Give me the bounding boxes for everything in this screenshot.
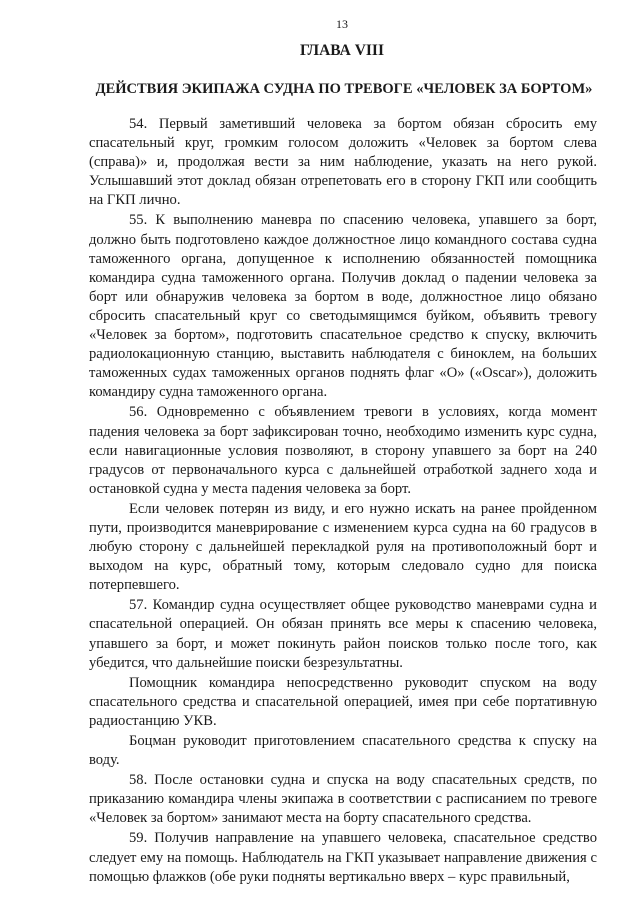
section-title: ДЕЙСТВИЯ ЭКИПАЖА СУДНА ПО ТРЕВОГЕ «ЧЕЛОВЕК ЗА БОРТОМ» <box>95 81 593 97</box>
paragraph-57: 57. Командир судна осуществляет общее руководство маневрами судна и спасательной операцией. Он обязан принять все меры к спасению человека, упавшего за борт, и может покинуть район поисков только после того, как убедится, что дальнейшие поиски безрезультатны. <box>89 597 597 671</box>
paragraph-55: 55. К выполнению маневра по спасению человека, упавшего за борт, должно быть подготовлено каждое должностное лицо командного состава судна таможенного органа, допущенное к исполнению обязанностей помощника командира судна таможенного органа. Получив доклад о падении человека за борт или обнаружив человека за бортом в воде, должностное лицо обязано сбросить спасательный круг со светодымящимся буйком, объявить тревогу «Человек за бортом», подготовить спасательное средство к спуску, включить радиолокационную станцию, выставить наблюдателя с биноклем, на больших таможенных судах таможенных органов поднять флаг «О» («Oscar»), доложить командиру судна таможенного органа. <box>89 212 597 401</box>
paragraph-56-continued: Если человек потерян из виду, и его нужно искать на ранее пройденном пути, производится маневрирование с изменением курса судна на 60 градусов в любую сторону с дальнейшей перекладкой руля на противоположный борт и выходом на курс, обратный тому, которым следовало судно для поиска потерпевшего. <box>89 500 597 594</box>
paragraph-54: 54. Первый заметивший человека за бортом обязан сбросить ему спасательный круг, громким голосом доложить «Человек за бортом слева (справа)» и, продолжая вести за ним наблюдение, указать на него рукой. Услышавший этот доклад обязан отрепетовать его в сторону ГКП или сообщить на ГКП лично. <box>89 116 597 209</box>
page-number: 13 <box>336 17 348 31</box>
paragraph-56: 56. Одновременно с объявлением тревоги в условиях, когда момент падения человека за борт зафиксирован точно, необходимо изменить курс судна, если навигационные условия позволяют, в сторону упавшего за борт на 240 градусов от первоначального курса с дальнейшей отработкой заднего хода и остановкой судна у места падения человека за борт. <box>89 404 597 497</box>
paragraph-59: 59. Получив направление на упавшего человека, спасательное средство следует ему на помощь. Наблюдатель на ГКП указывает направление движения с помощью флажков (обе руки подняты вертикально вверх – курс правильный, <box>89 830 597 885</box>
paragraph-58: 58. После остановки судна и спуска на воду спасательных средств, по приказанию командира члены экипажа в соответствии с расписанием по тревоге «Человек за бортом» занимают места на борту спасательного средства. <box>89 772 597 827</box>
document-body <box>89 115 597 887</box>
paragraph-57-boatswain: Боцман руководит приготовлением спасательного средства к спуску на воду. <box>89 733 597 769</box>
chapter-heading: ГЛАВА VIII <box>300 42 384 59</box>
paragraph-57-assistant: Помощник командира непосредственно руководит спуском на воду спасательного средства и спасательной операцией, имея при себе портативную радиостанцию УКВ. <box>89 674 597 729</box>
